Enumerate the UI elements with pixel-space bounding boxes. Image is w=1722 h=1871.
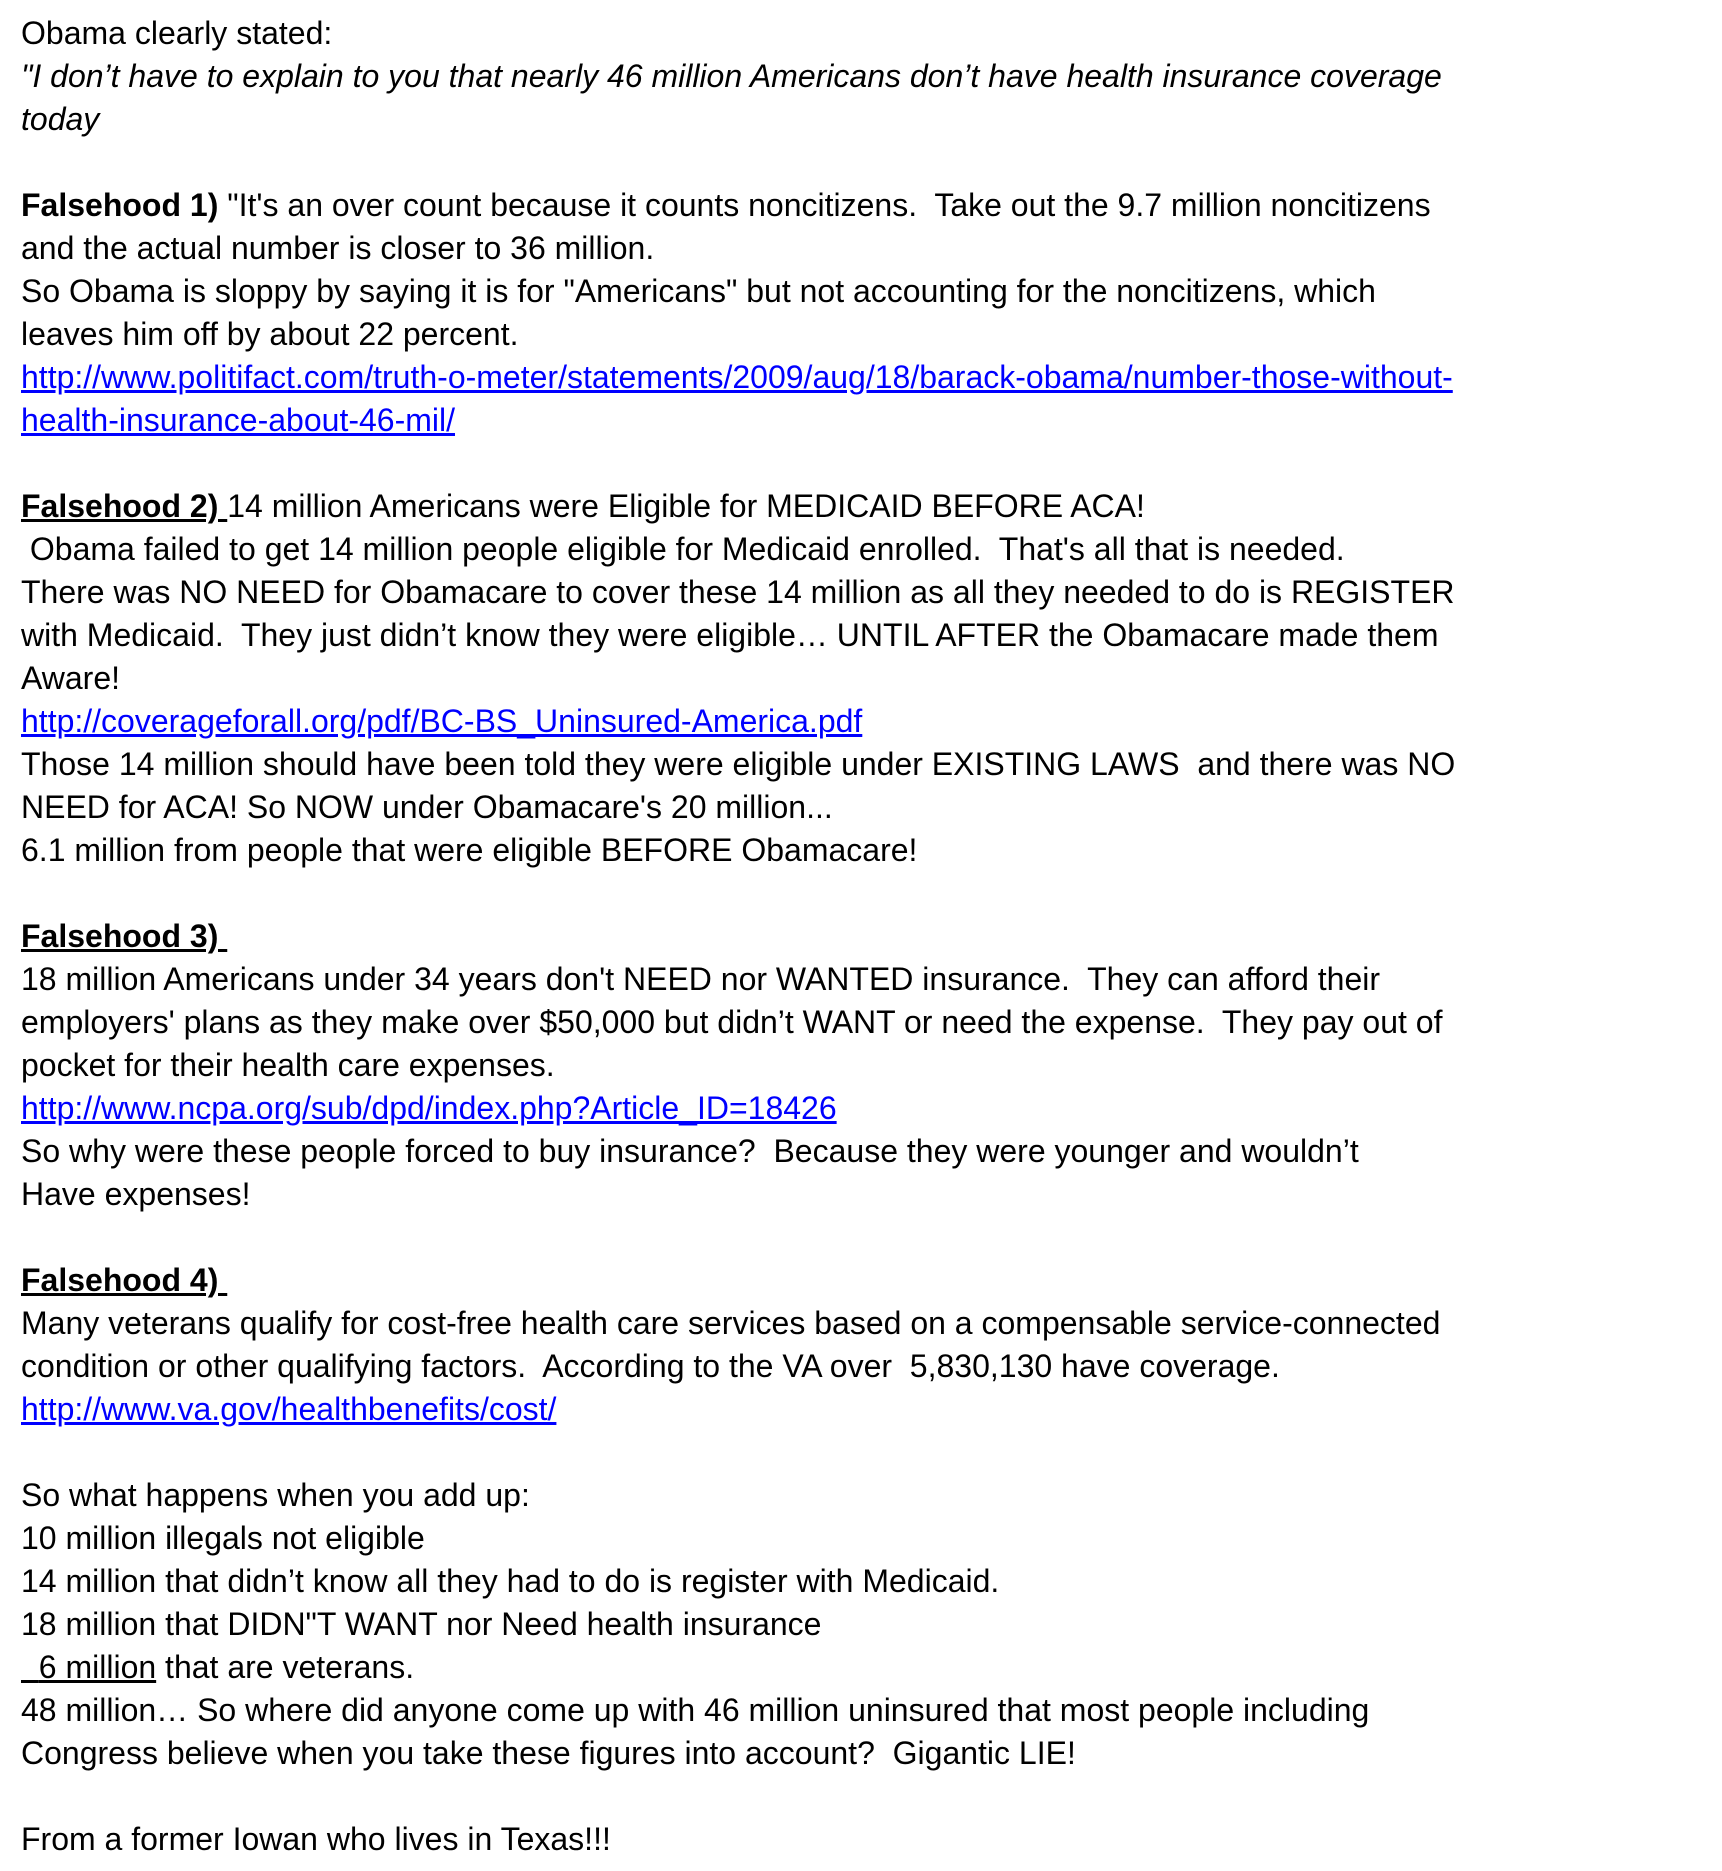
text-line bbox=[21, 528, 1704, 571]
text-segment: 6.1 million from people that were eligible BEFORE Obamacare! bbox=[21, 832, 918, 868]
text-segment: From a former Iowan who lives in Texas!!! bbox=[21, 1821, 611, 1857]
text-line bbox=[21, 958, 1704, 1001]
text-line bbox=[21, 1130, 1704, 1173]
text-line bbox=[21, 1388, 1704, 1431]
text-line bbox=[21, 1302, 1704, 1345]
text-line bbox=[21, 485, 1704, 528]
text-segment: that are veterans. bbox=[156, 1649, 415, 1685]
text-line bbox=[21, 700, 1704, 743]
text-segment: 48 million… So where did anyone come up with 46 million uninsured that most people including bbox=[21, 1692, 1370, 1728]
text-segment: 10 million illegals not eligible bbox=[21, 1520, 425, 1556]
text-line bbox=[21, 1001, 1704, 1044]
text-line bbox=[21, 915, 1704, 958]
ncpa-url[interactable]: http://www.ncpa.org/sub/dpd/index.php?Article_ID=18426 bbox=[21, 1090, 837, 1126]
text-segment: 18 million Americans under 34 years don't NEED nor WANTED insurance. They can afford their bbox=[21, 961, 1381, 997]
text-line bbox=[21, 1087, 1704, 1130]
text-segment: There was NO NEED for Obamacare to cover these 14 million as all they needed to do is REGISTER bbox=[21, 574, 1455, 610]
text-segment: Many veterans qualify for cost-free health care services based on a compensable service-connected bbox=[21, 1305, 1441, 1341]
text-segment: employers' plans as they make over $50,000 but didn’t WANT or need the expense. They pay out of bbox=[21, 1004, 1443, 1040]
text-segment: Aware! bbox=[21, 660, 121, 696]
paragraph-falsehood-1 bbox=[21, 184, 1704, 442]
text-segment: leaves him off by about 22 percent. bbox=[21, 316, 519, 352]
text-line bbox=[21, 657, 1704, 700]
text-line bbox=[21, 1603, 1704, 1646]
paragraph-add-up-summary bbox=[21, 1474, 1704, 1775]
text-line bbox=[21, 227, 1704, 270]
text-segment: "I don’t have to explain to you that nearly 46 million Americans don’t have health insurance coverage bbox=[21, 58, 1442, 94]
text-segment: So Obama is sloppy by saying it is for "Americans" but not accounting for the noncitizens, which bbox=[21, 273, 1376, 309]
falsehood-1-heading: Falsehood 1) bbox=[21, 187, 219, 223]
text-line bbox=[21, 1044, 1704, 1087]
text-line bbox=[21, 98, 1704, 141]
text-segment: Have expenses! bbox=[21, 1176, 251, 1212]
text-line bbox=[21, 1345, 1704, 1388]
text-segment: and the actual number is closer to 36 million. bbox=[21, 230, 655, 266]
text-line bbox=[21, 356, 1704, 399]
paragraph-falsehood-3 bbox=[21, 915, 1704, 1216]
text-line bbox=[21, 313, 1704, 356]
text-segment: NEED for ACA! So NOW under Obamacare's 20 million... bbox=[21, 789, 833, 825]
text-segment: with Medicaid. They just didn’t know they were eligible… UNTIL AFTER the Obamacare made them bbox=[21, 617, 1439, 653]
text-line bbox=[21, 1818, 1704, 1861]
paragraph-signoff bbox=[21, 1818, 1704, 1861]
falsehood-4-heading: Falsehood 4) bbox=[21, 1262, 228, 1298]
falsehood-3-heading: Falsehood 3) bbox=[21, 918, 228, 954]
text-segment: Those 14 million should have been told they were eligible under EXISTING LAWS and there was NO bbox=[21, 746, 1456, 782]
text-line bbox=[21, 829, 1704, 872]
paragraph-falsehood-4 bbox=[21, 1259, 1704, 1431]
text-segment: Obama failed to get 14 million people eligible for Medicaid enrolled. That's all that is needed. bbox=[21, 531, 1345, 567]
text-line bbox=[21, 1560, 1704, 1603]
text-segment: 14 million Americans were Eligible for MEDICAID BEFORE ACA! bbox=[227, 488, 1145, 524]
text-segment: Congress believe when you take these figures into account? Gigantic LIE! bbox=[21, 1735, 1076, 1771]
text-segment: 18 million that DIDN"T WANT nor Need health insurance bbox=[21, 1606, 822, 1642]
text-line bbox=[21, 786, 1704, 829]
text-line bbox=[21, 1173, 1704, 1216]
text-line bbox=[21, 1646, 1704, 1689]
text-line bbox=[21, 1474, 1704, 1517]
text-segment: condition or other qualifying factors. According to the VA over 5,830,130 have coverage. bbox=[21, 1348, 1280, 1384]
text-line bbox=[21, 614, 1704, 657]
text-line bbox=[21, 1259, 1704, 1302]
politifact-url-line-1[interactable]: http://www.politifact.com/truth-o-meter/statements/2009/aug/18/barack-obama/number-those-without- bbox=[21, 359, 1453, 395]
text-line bbox=[21, 1732, 1704, 1775]
text-line bbox=[21, 743, 1704, 786]
six-million-sum-underline: 6 million bbox=[21, 1649, 157, 1685]
politifact-url-line-2[interactable]: health-insurance-about-46-mil/ bbox=[21, 402, 455, 438]
text-line bbox=[21, 184, 1704, 227]
document-body bbox=[21, 12, 1704, 1861]
paragraph-intro bbox=[21, 12, 1704, 141]
text-line bbox=[21, 571, 1704, 614]
text-line bbox=[21, 399, 1704, 442]
text-line bbox=[21, 1517, 1704, 1560]
text-segment: "It's an over count because it counts noncitizens. Take out the 9.7 million noncitizens bbox=[218, 187, 1431, 223]
text-segment: 14 million that didn’t know all they had to do is register with Medicaid. bbox=[21, 1563, 1000, 1599]
text-segment: today bbox=[21, 101, 100, 137]
text-segment: So what happens when you add up: bbox=[21, 1477, 530, 1513]
text-line bbox=[21, 12, 1704, 55]
text-line bbox=[21, 270, 1704, 313]
falsehood-2-heading: Falsehood 2) bbox=[21, 488, 228, 524]
paragraph-falsehood-2 bbox=[21, 485, 1704, 872]
text-segment: Obama clearly stated: bbox=[21, 15, 333, 51]
text-line bbox=[21, 55, 1704, 98]
va-url[interactable]: http://www.va.gov/healthbenefits/cost/ bbox=[21, 1391, 557, 1427]
text-segment: So why were these people forced to buy insurance? Because they were younger and wouldn’t bbox=[21, 1133, 1359, 1169]
text-line bbox=[21, 1689, 1704, 1732]
coverageforall-url[interactable]: http://coverageforall.org/pdf/BC-BS_Uninsured-America.pdf bbox=[21, 703, 863, 739]
text-segment: pocket for their health care expenses. bbox=[21, 1047, 555, 1083]
